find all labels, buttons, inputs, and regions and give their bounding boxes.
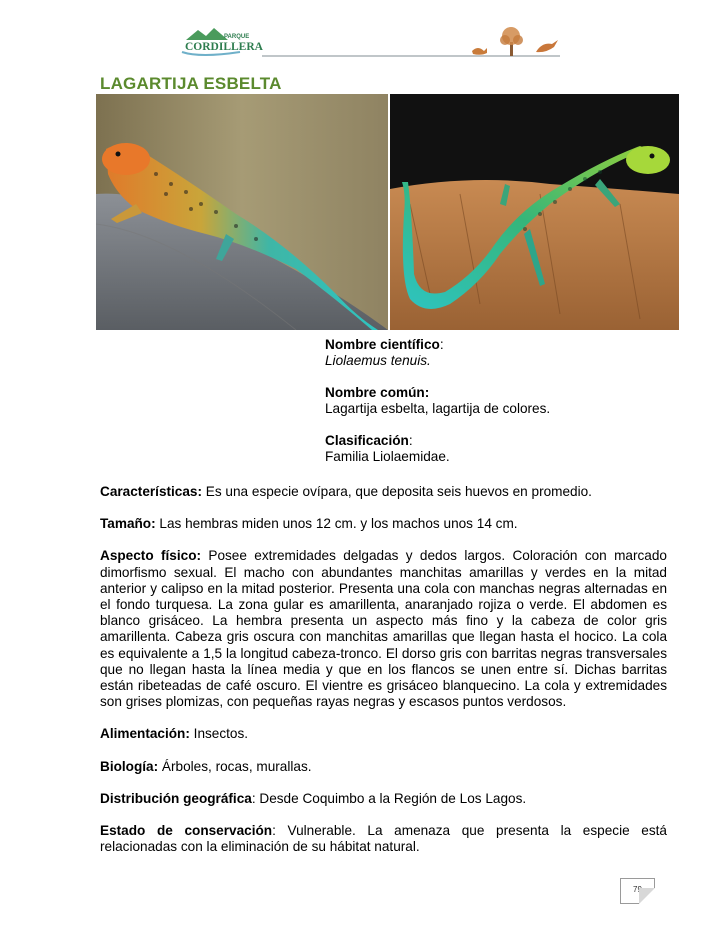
aspecto-text: Posee extremidades delgadas y dedos largos. Coloración con marcado dimorfismo sexual. El macho con abundantes manchitas amarillas y verdes en la mitad anterior y calipso en la mitad posterior. Presenta una cola con manchas negras alternadas en el fondo turquesa. La zona gular es amarillenta, anaranjado rojiza o verde. El abdomen es blanco grisáceo. La hembra presenta un aspecto más fino y la cabeza de color gris amarillenta. Cabeza gris oscura con manchitas amarillas que llegan hasta el hocico. La cola es equivalente a 1,5 la longitud cabeza-tronco. El dorso gris con barritas negras transversales que no llegan hasta la línea media y que en los flancos se unen entre sí. Dichas barritas están ribeteadas de café oscuro. El vientre es grisáceo blanquecino. La cola y extremidades son grises plomizas, con pequeñas rayas negras y escasos puntos verdosos. xyxy=(100,548,667,710)
section-tamano xyxy=(100,516,667,532)
biologia-label: Biología: xyxy=(100,758,159,774)
section-caracteristicas xyxy=(100,484,667,500)
estado-label: Estado de conservación xyxy=(100,823,273,839)
species-info xyxy=(325,337,665,481)
scientific-name-label: Nombre científico xyxy=(325,337,440,352)
distribucion-text: : Desde Coquimbo a la Región de Los Lagos. xyxy=(251,790,527,806)
header-logo-band xyxy=(180,22,565,62)
logo-main-text: CORDILLERA xyxy=(185,41,263,53)
photo-green-lizard xyxy=(390,94,679,330)
park-logo xyxy=(180,22,565,62)
section-distribucion xyxy=(100,791,667,807)
tamano-label: Tamaño: xyxy=(100,516,156,532)
scientific-name-value: Liolaemus tenuis. xyxy=(325,353,431,368)
section-biologia xyxy=(100,759,667,775)
scientific-name-sep: : xyxy=(439,337,444,352)
logo-small-text: PARQUE xyxy=(224,34,250,40)
common-name-value: Lagartija esbelta, lagartija de colores. xyxy=(325,401,551,416)
classification-label: Clasificación xyxy=(325,433,409,448)
aspecto-label: Aspecto físico: xyxy=(100,548,202,564)
page-title: LAGARTIJA ESBELTA xyxy=(100,74,282,93)
biologia-text: Árboles, rocas, murallas. xyxy=(158,758,312,774)
classification-sep: : xyxy=(408,433,413,448)
tamano-text: Las hembras miden unos 12 cm. y los machos unos 14 cm. xyxy=(155,516,518,532)
estado-text: : Vulnerable. La amenaza que presenta la especie está relacionadas con la eliminación de su hábitat natural. xyxy=(100,823,667,855)
alimentacion-label: Alimentación: xyxy=(100,726,190,742)
distribucion-label: Distribución geográfica xyxy=(100,790,252,806)
section-estado xyxy=(100,823,667,855)
page-number: 79 xyxy=(620,878,655,904)
caracteristicas-text: Es una especie ovípara, que deposita seis huevos en promedio. xyxy=(202,484,592,499)
scientific-name-block xyxy=(325,337,665,369)
description-body xyxy=(100,484,667,871)
fox-icon xyxy=(472,48,487,55)
section-aspecto xyxy=(100,548,667,710)
section-alimentacion xyxy=(100,726,667,742)
tree-icon xyxy=(500,27,523,56)
alimentacion-text: Insectos. xyxy=(189,726,249,742)
bird-icon xyxy=(536,40,558,52)
classification-block xyxy=(325,433,665,465)
common-name-label: Nombre común: xyxy=(325,385,430,400)
mountain-icon xyxy=(186,28,228,40)
photo-male-lizard xyxy=(96,94,388,330)
caracteristicas-label: Características: xyxy=(100,484,203,499)
common-name-block xyxy=(325,385,665,417)
classification-value: Familia Liolaemidae. xyxy=(325,449,450,464)
